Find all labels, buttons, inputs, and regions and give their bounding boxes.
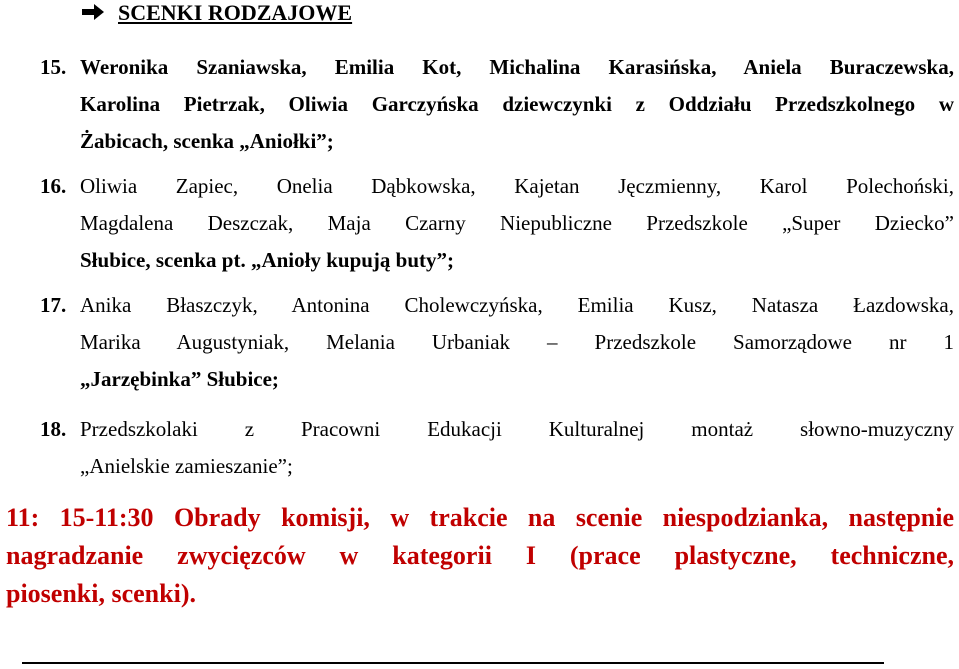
item-text-line: Anika Błaszczyk, Antonina Cholewczyńska, Emilia Kusz, Natasza Łazdowska, [80, 293, 954, 317]
item-number: 16. [40, 174, 67, 198]
list-item-18 [40, 411, 954, 485]
item-text-line: „Anielskie zamieszanie”; [80, 454, 293, 478]
item-text-line: Żabicach, scenka „Aniołki”; [80, 129, 334, 153]
item-number: 17. [40, 293, 67, 317]
section-heading [80, 0, 352, 26]
item-text-line: Oliwia Zapiec, Onelia Dąbkowska, Kajetan Jęczmienny, Karol Polechoński, [80, 174, 954, 198]
session-note-line: piosenki, scenki). [6, 579, 196, 608]
session-note [6, 499, 954, 613]
item-text-line: Magdalena Deszczak, Maja Czarny Niepubliczne Przedszkole „Super Dziecko” [80, 211, 954, 235]
list-item-15 [40, 49, 954, 160]
item-text-line: Marika Augustyniak, Melania Urbaniak – Przedszkole Samorządowe nr 1 [80, 330, 954, 354]
item-text-line: „Jarzębinka” Słubice; [80, 367, 279, 391]
item-number: 15. [40, 55, 67, 79]
item-text-line: Karolina Pietrzak, Oliwia Garczyńska dziewczynki z Oddziału Przedszkolnego w [80, 92, 954, 116]
item-number: 18. [40, 417, 67, 441]
session-note-line: 11: 15-11:30 Obrady komisji, w trakcie na scenie niespodzianka, następnie [6, 503, 954, 532]
item-text-line: Słubice, scenka pt. „Anioły kupują buty”; [80, 248, 455, 272]
section-title: SCENKI RODZAJOWE [118, 0, 353, 25]
list-item-17 [40, 287, 954, 398]
right-arrow-icon [80, 2, 106, 22]
horizontal-rule [22, 662, 884, 664]
session-note-line: nagradzanie zwycięzców w kategorii I (prace plastyczne, techniczne, [6, 541, 954, 570]
item-text-line: Przedszkolaki z Pracowni Edukacji Kulturalnej montaż słowno-muzyczny [80, 417, 954, 441]
item-text-line: Weronika Szaniawska, Emilia Kot, Michalina Karasińska, Aniela Buraczewska, [80, 55, 954, 79]
list-item-16 [40, 168, 954, 279]
